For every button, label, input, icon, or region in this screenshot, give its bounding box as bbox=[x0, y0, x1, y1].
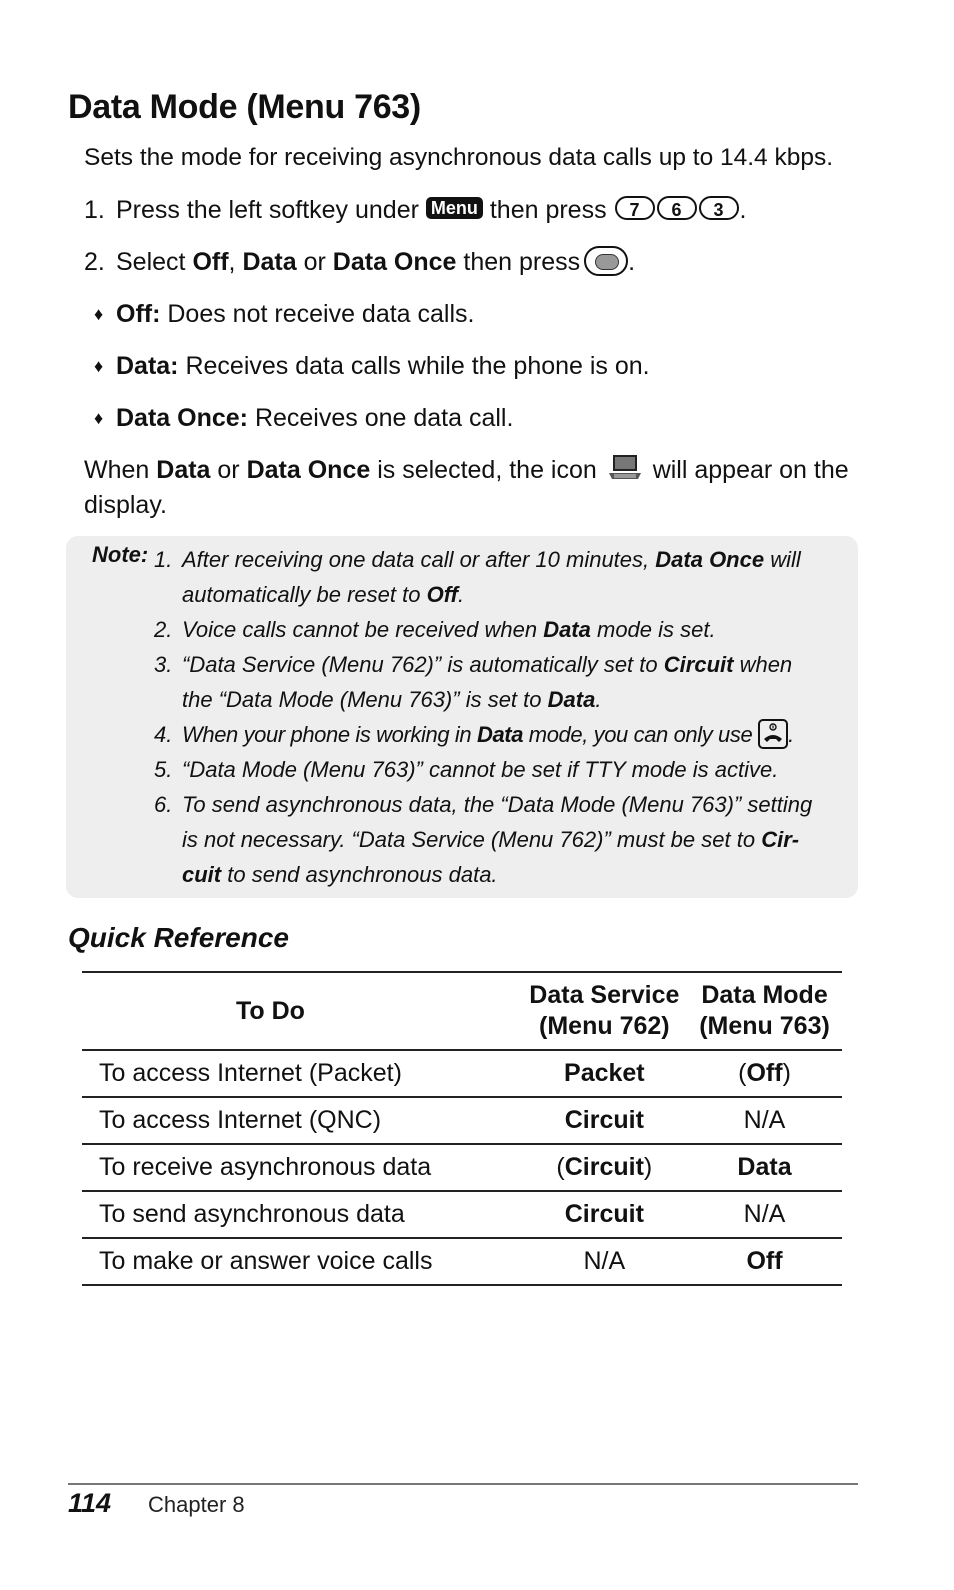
bullet-term: Off: bbox=[116, 300, 161, 328]
cell-to-do bbox=[82, 1097, 522, 1144]
note-3-line-2 bbox=[182, 682, 601, 717]
note-2-line-1 bbox=[182, 612, 716, 647]
step-text: , bbox=[228, 248, 236, 276]
para-text: When bbox=[84, 456, 150, 484]
note-3-line-1 bbox=[182, 647, 792, 682]
bullet-text: Receives data calls while the phone is on. bbox=[185, 352, 650, 380]
cell-to-do bbox=[82, 1144, 522, 1191]
note-number: 6. bbox=[154, 792, 173, 817]
note-text: Voice calls cannot be received when bbox=[182, 617, 538, 642]
note-text: to send asynchronous data. bbox=[227, 862, 498, 887]
cell-to-do-value: To access Internet (QNC) bbox=[99, 1106, 382, 1134]
cell-data-service bbox=[522, 1097, 687, 1144]
para-bold: Data Once bbox=[246, 456, 371, 484]
para-text: is selected, the icon bbox=[377, 456, 597, 484]
cell-data-service-value: N/A bbox=[583, 1247, 626, 1275]
page-title: Data Mode (Menu 763) bbox=[68, 88, 421, 126]
cell-data-mode-value: Data bbox=[737, 1153, 792, 1181]
cell-to-do bbox=[82, 1191, 522, 1238]
note-text: . bbox=[788, 722, 794, 747]
para-bold: Data bbox=[156, 456, 211, 484]
footer-rule bbox=[68, 1483, 858, 1485]
cell-data-mode: (Off) bbox=[687, 1050, 842, 1097]
bullet-data bbox=[94, 349, 650, 384]
note-text: . bbox=[595, 687, 602, 712]
data-icon-paragraph bbox=[84, 453, 854, 523]
cell-to-do-value: To access Internet (Packet) bbox=[99, 1059, 402, 1087]
header-text: (Menu 763) bbox=[699, 1012, 830, 1040]
intro-text: Sets the mode for receiving asynchronous data calls up to 14.4 kbps. bbox=[84, 144, 834, 171]
option-off: Off bbox=[192, 248, 229, 276]
header-data-mode bbox=[687, 972, 842, 1050]
cell-data-mode bbox=[687, 1191, 842, 1238]
page-number: 114 bbox=[68, 1488, 112, 1518]
cell-data-mode bbox=[687, 1097, 842, 1144]
table-row bbox=[82, 1238, 842, 1285]
note-1-line-2 bbox=[182, 577, 464, 612]
step-text: then press bbox=[489, 196, 607, 224]
cell-data-service-value: Circuit bbox=[564, 1153, 644, 1181]
cell-to-do-value: To send asynchronous data bbox=[99, 1200, 405, 1228]
note-number: 1. bbox=[154, 547, 173, 572]
note-bold: Off bbox=[426, 582, 458, 607]
step-1 bbox=[84, 193, 747, 228]
step-number: 1. bbox=[84, 196, 105, 224]
quick-reference-heading: Quick Reference bbox=[68, 922, 289, 953]
option-data: Data bbox=[242, 248, 297, 276]
note-number: 2. bbox=[154, 617, 173, 642]
note-6-line-1: To send asynchronous data, the “Data Mode (Menu 763)” setting bbox=[182, 792, 813, 817]
cell-data-mode bbox=[687, 1144, 842, 1191]
cell-data-service bbox=[522, 1191, 687, 1238]
table-header-row bbox=[82, 972, 842, 1050]
note-bold: Circuit bbox=[663, 652, 734, 677]
note-number: 4. bbox=[154, 722, 173, 747]
step-text: . bbox=[739, 196, 747, 224]
note-5-line-1: “Data Mode (Menu 763)” cannot be set if TTY mode is active. bbox=[182, 757, 779, 782]
cell-to-do bbox=[82, 1050, 522, 1097]
cell-data-mode bbox=[687, 1238, 842, 1285]
diamond-bullet-icon: ♦ bbox=[94, 408, 104, 428]
para-text: or bbox=[217, 456, 240, 484]
cell-data-mode-value: Off bbox=[746, 1059, 783, 1087]
para-text: will appear on the display. bbox=[84, 456, 849, 519]
table-row bbox=[82, 1191, 842, 1238]
step-text: . bbox=[628, 248, 636, 276]
menu-key-icon: Menu bbox=[426, 197, 483, 219]
header-to-do bbox=[82, 972, 522, 1050]
step-text: Press the left softkey under bbox=[116, 196, 419, 224]
header-text: Data Service bbox=[529, 981, 680, 1009]
step-text: then press bbox=[463, 248, 581, 276]
step-number: 2. bbox=[84, 248, 105, 276]
chapter-label: Chapter 8 bbox=[148, 1492, 245, 1517]
bullet-term: Data: bbox=[116, 352, 179, 380]
note-text: mode is set. bbox=[597, 617, 716, 642]
note-text: mode, you can only use bbox=[528, 722, 753, 747]
quick-reference-table bbox=[82, 971, 842, 1286]
note-bold: Cir- bbox=[761, 827, 800, 852]
header-data-service bbox=[522, 972, 687, 1050]
cell-data-mode-value: N/A bbox=[743, 1106, 786, 1134]
key-6-icon: 6 bbox=[657, 196, 697, 220]
header-text: Data Mode bbox=[701, 981, 828, 1009]
note-text: When your phone is working in bbox=[182, 722, 472, 747]
bullet-text: Does not receive data calls. bbox=[167, 300, 475, 328]
key-7-icon: 7 bbox=[615, 196, 655, 220]
note-text: when bbox=[739, 652, 793, 677]
note-text: “Data Service (Menu 762)” is automatically set to bbox=[182, 652, 658, 677]
note-bold: Data Once bbox=[655, 547, 765, 572]
note-label: Note: bbox=[92, 542, 149, 567]
note-text: automatically be reset to bbox=[182, 582, 421, 607]
step-text: Select bbox=[116, 248, 186, 276]
note-6-line-2 bbox=[182, 822, 799, 857]
note-1-line-1 bbox=[182, 542, 801, 577]
step-2 bbox=[84, 245, 635, 280]
ok-key-icon bbox=[584, 246, 628, 276]
note-bold: Data bbox=[476, 722, 524, 747]
note-text: After receiving one data call or after 10 minutes, bbox=[182, 547, 650, 572]
note-text: the “Data Mode (Menu 763)” is set to bbox=[182, 687, 542, 712]
diamond-bullet-icon: ♦ bbox=[94, 356, 104, 376]
cell-data-service-value: Packet bbox=[564, 1059, 645, 1087]
bullet-term: Data Once: bbox=[116, 404, 248, 432]
note-number: 3. bbox=[154, 652, 173, 677]
note-6-line-3 bbox=[182, 857, 498, 892]
note-text: will bbox=[770, 547, 801, 572]
key-3-icon: 3 bbox=[699, 196, 739, 220]
note-text: is not necessary. “Data Service (Menu 762)” must be set to bbox=[182, 827, 756, 852]
cell-data-mode-value: Off bbox=[746, 1247, 783, 1275]
cell-data-service-value: Circuit bbox=[564, 1200, 644, 1228]
option-data-once: Data Once bbox=[332, 248, 457, 276]
step-text: or bbox=[303, 248, 326, 276]
cell-to-do-value: To make or answer voice calls bbox=[99, 1247, 433, 1275]
bullet-off bbox=[94, 297, 474, 332]
header-text: (Menu 762) bbox=[539, 1012, 670, 1040]
bullet-data-once bbox=[94, 401, 513, 436]
bullet-text: Receives one data call. bbox=[254, 404, 514, 432]
table-row bbox=[82, 1144, 842, 1191]
note-bold: Data bbox=[543, 617, 591, 642]
note-text: . bbox=[457, 582, 465, 607]
cell-data-service-value: Circuit bbox=[564, 1106, 644, 1134]
cell-to-do bbox=[82, 1238, 522, 1285]
cell-data-service bbox=[522, 1238, 687, 1285]
cell-data-service: (Circuit) bbox=[522, 1144, 687, 1191]
header-text: To Do bbox=[236, 996, 305, 1025]
diamond-bullet-icon: ♦ bbox=[94, 304, 104, 324]
cell-to-do-value: To receive asynchronous data bbox=[99, 1153, 432, 1181]
laptop-data-icon bbox=[608, 454, 642, 480]
note-bold: cuit bbox=[182, 862, 222, 887]
note-4-line-1 bbox=[182, 717, 794, 752]
table-row bbox=[82, 1050, 842, 1097]
note-bold: Data bbox=[547, 687, 596, 712]
table-row bbox=[82, 1097, 842, 1144]
talk-key-icon bbox=[758, 719, 788, 749]
cell-data-service bbox=[522, 1050, 687, 1097]
cell-data-mode-value: N/A bbox=[743, 1200, 786, 1228]
note-number: 5. bbox=[154, 757, 173, 782]
